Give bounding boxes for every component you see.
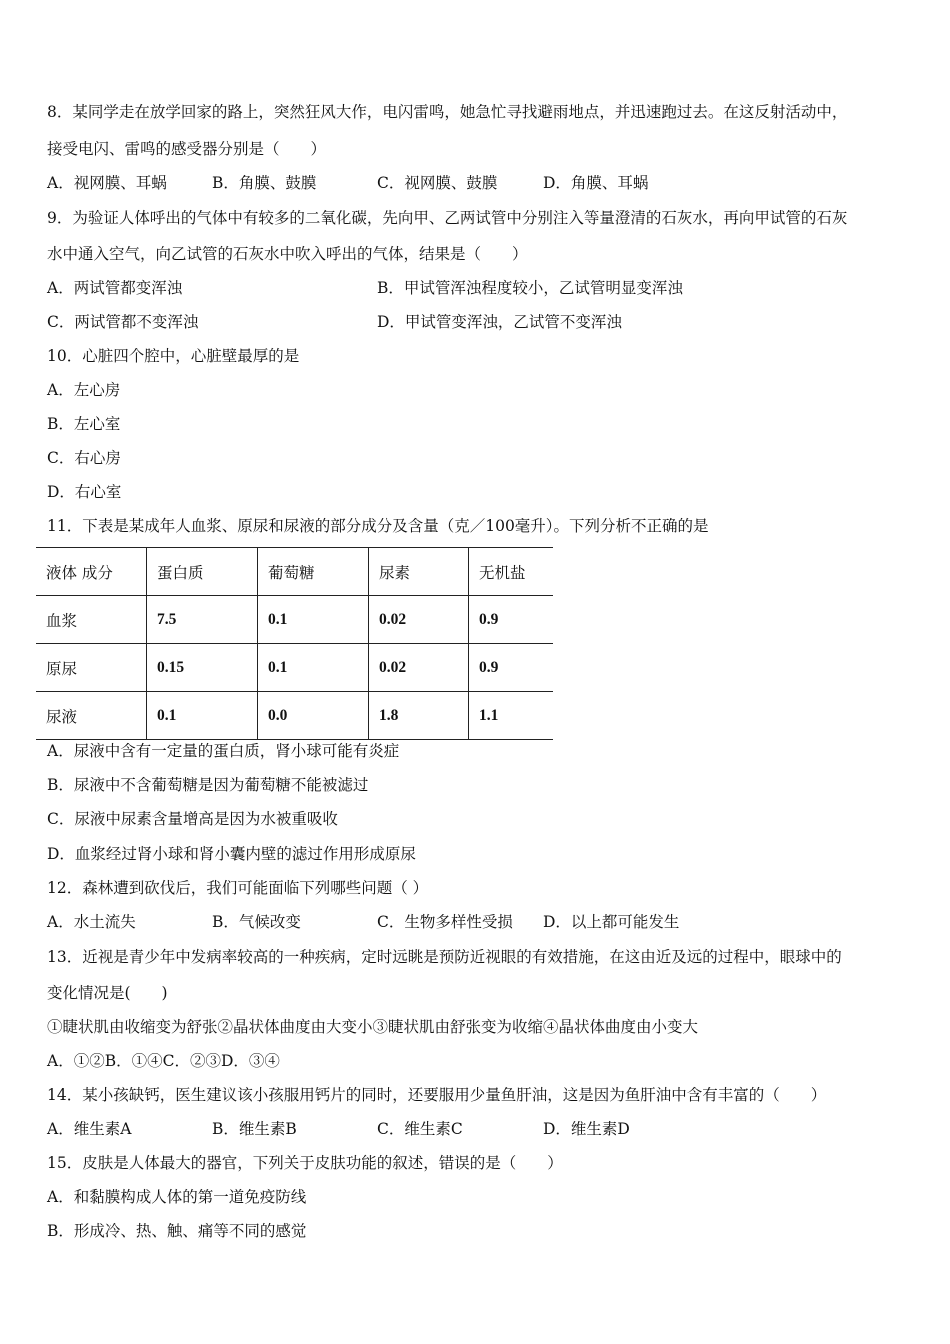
q14-option-a: A．维生素A bbox=[47, 1120, 132, 1138]
q10-option-c: C．右心房 bbox=[47, 449, 121, 467]
q8-option-a: A．视网膜、耳蜗 bbox=[47, 174, 167, 192]
q12-option-a: A．水土流失 bbox=[47, 913, 136, 931]
table-cell: 7.5 bbox=[147, 596, 258, 644]
q9-option-d: D．甲试管变浑浊，乙试管不变浑浊 bbox=[377, 313, 622, 331]
q13-stem-line1: 13．近视是青少年中发病率较高的一种疾病，定时远眺是预防近视眼的有效措施，在这由近及远的过程中，眼球中的 bbox=[47, 948, 842, 966]
q13-stem-line2: 变化情况是( ) bbox=[47, 984, 168, 1002]
table-row bbox=[36, 596, 553, 644]
q13-items: ①睫状肌由收缩变为舒张②晶状体曲度由大变小③睫状肌由舒张变为收缩④晶状体曲度由小变大 bbox=[47, 1018, 699, 1036]
q12-option-c: C．生物多样性受损 bbox=[377, 913, 513, 931]
q14-option-b: B．维生素B bbox=[212, 1120, 297, 1138]
table-header-cell: 液体 成分 bbox=[36, 548, 147, 596]
table-cell: 0.1 bbox=[258, 644, 369, 692]
q15-stem: 15．皮肤是人体最大的器官，下列关于皮肤功能的叙述，错误的是（ ） bbox=[47, 1154, 563, 1172]
q10-option-d: D．右心室 bbox=[47, 483, 122, 501]
q9-stem-line1: 9．为验证人体呼出的气体中有较多的二氧化碳，先向甲、乙两试管中分别注入等量澄清的石灰水，再向甲试管的石灰 bbox=[47, 209, 848, 227]
table-header-cell: 蛋白质 bbox=[147, 548, 258, 596]
q11-option-c: C．尿液中尿素含量增高是因为水被重吸收 bbox=[47, 810, 338, 828]
table-cell: 0.1 bbox=[147, 692, 258, 740]
q14-option-d: D．维生素D bbox=[543, 1120, 630, 1138]
table-header-row bbox=[36, 548, 553, 596]
table-cell: 0.02 bbox=[369, 596, 469, 644]
q8-stem-line2: 接受电闪、雷鸣的感受器分别是（ ） bbox=[47, 140, 327, 158]
table-cell: 0.9 bbox=[469, 596, 554, 644]
table-header-cell: 尿素 bbox=[369, 548, 469, 596]
table-cell: 1.1 bbox=[469, 692, 554, 740]
q13-options: A．①②B．①④C．②③D．③④ bbox=[47, 1052, 280, 1070]
q8-option-d: D．角膜、耳蜗 bbox=[543, 174, 649, 192]
q14-stem: 14．某小孩缺钙，医生建议该小孩服用钙片的同时，还要服用少量鱼肝油，这是因为鱼肝油中含有丰富的（ ） bbox=[47, 1086, 827, 1104]
table-cell: 尿液 bbox=[36, 692, 147, 740]
table-cell: 0.02 bbox=[369, 644, 469, 692]
q14-option-c: C．维生素C bbox=[377, 1120, 463, 1138]
table-cell: 0.9 bbox=[469, 644, 554, 692]
q8-option-c: C．视网膜、鼓膜 bbox=[377, 174, 498, 192]
table-header-cell: 葡萄糖 bbox=[258, 548, 369, 596]
q8-option-b: B．角膜、鼓膜 bbox=[212, 174, 317, 192]
q9-option-b: B．甲试管浑浊程度较小，乙试管明显变浑浊 bbox=[377, 279, 683, 297]
table-row bbox=[36, 644, 553, 692]
q12-option-d: D．以上都可能发生 bbox=[543, 913, 680, 931]
q9-stem-line2: 水中通入空气，向乙试管的石灰水中吹入呼出的气体，结果是（ ） bbox=[47, 245, 528, 263]
q11-option-d: D．血浆经过肾小球和肾小囊内壁的滤过作用形成原尿 bbox=[47, 845, 416, 863]
q11-stem: 11．下表是某成年人血浆、原尿和尿液的部分成分及含量（克／100毫升）。下列分析不正确的是 bbox=[47, 517, 709, 535]
q11-option-b: B．尿液中不含葡萄糖是因为葡萄糖不能被滤过 bbox=[47, 776, 369, 794]
q9-option-a: A．两试管都变浑浊 bbox=[47, 279, 183, 297]
q15-option-a: A．和黏膜构成人体的第一道免疫防线 bbox=[47, 1188, 307, 1206]
q11-option-a: A．尿液中含有一定量的蛋白质，肾小球可能有炎症 bbox=[47, 742, 400, 760]
q8-stem-line1: 8．某同学走在放学回家的路上，突然狂风大作，电闪雷鸣，她急忙寻找避雨地点，并迅速跑过去。在这反射活动中， bbox=[47, 103, 848, 121]
q10-option-a: A．左心房 bbox=[47, 381, 121, 399]
q15-option-b: B．形成冷、热、触、痛等不同的感觉 bbox=[47, 1222, 307, 1240]
q12-option-b: B．气候改变 bbox=[212, 913, 301, 931]
table-cell: 血浆 bbox=[36, 596, 147, 644]
table-cell: 原尿 bbox=[36, 644, 147, 692]
table-row bbox=[36, 692, 553, 740]
q10-stem: 10．心脏四个腔中，心脏壁最厚的是 bbox=[47, 347, 300, 365]
table-cell: 1.8 bbox=[369, 692, 469, 740]
table-cell: 0.1 bbox=[258, 596, 369, 644]
q12-stem: 12．森林遭到砍伐后，我们可能面临下列哪些问题（ ） bbox=[47, 879, 429, 897]
table-cell: 0.15 bbox=[147, 644, 258, 692]
table-cell: 0.0 bbox=[258, 692, 369, 740]
q9-option-c: C．两试管都不变浑浊 bbox=[47, 313, 199, 331]
q10-option-b: B．左心室 bbox=[47, 415, 121, 433]
table-header-cell: 无机盐 bbox=[469, 548, 554, 596]
q11-data-table bbox=[36, 547, 553, 740]
